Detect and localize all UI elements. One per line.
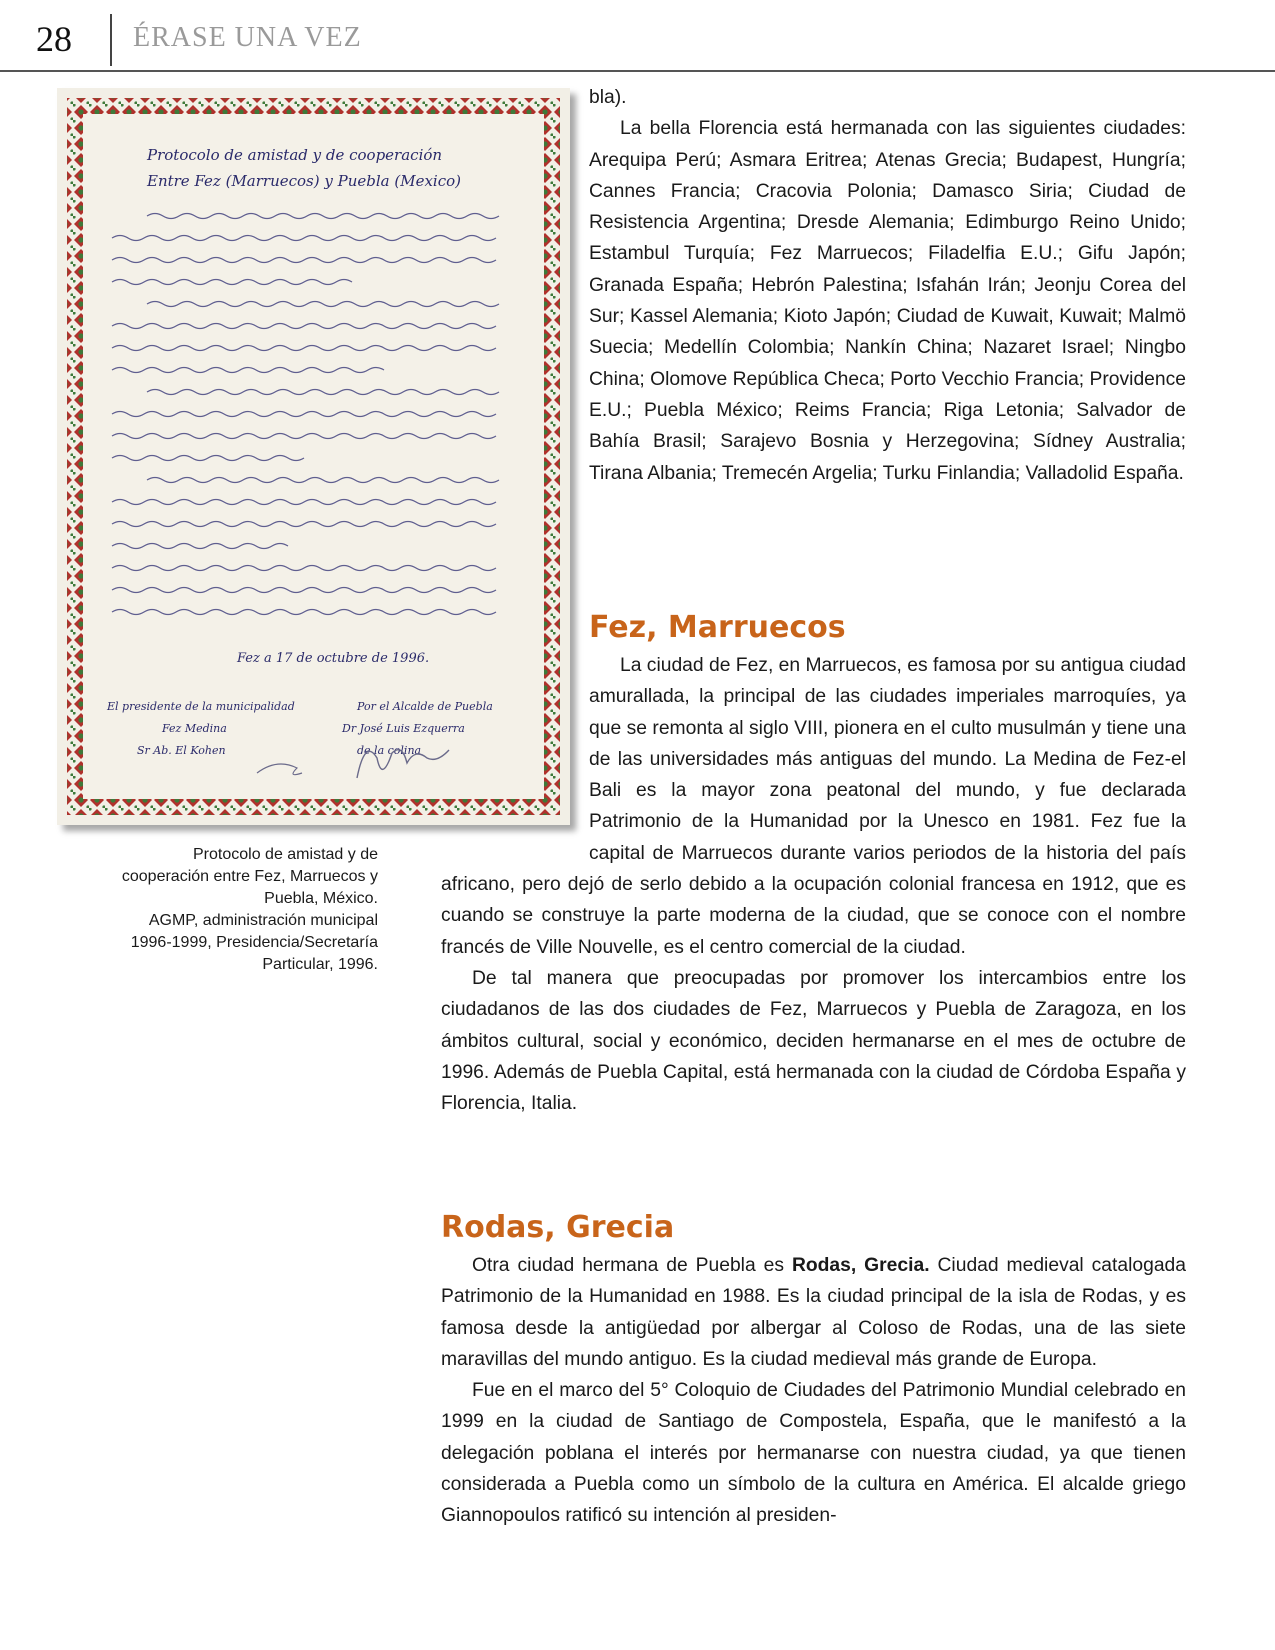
document-date: Fez a 17 de octubre de 1996.: [237, 651, 430, 666]
document-heading-2: Entre Fez (Marruecos) y Puebla (Mexico): [147, 172, 461, 190]
rodas-p1-end: Ciudad medieval catalogada Patrimonio de la Humanidad en 1988. Es la ciudad principal de la isla de Rodas, y es famosa desde la antigüedad por albergar al Coloso de Rodas, una de las siete maravillas del mundo antiguo. Es la ciudad medieval más grande de Europa.: [441, 1255, 1187, 1370]
signature-left-line-3: Sr Ab. El Kohen: [137, 744, 226, 757]
running-title: ÉRASE UNA VEZ: [133, 22, 362, 53]
header-divider: [110, 14, 112, 66]
fez-heading: Fez, Marruecos: [589, 610, 846, 645]
fez-section: [441, 650, 1186, 1119]
header-rule: [0, 70, 1275, 72]
signature-right-line-2: Dr José Luis Ezquerra: [342, 722, 465, 735]
caption-line: 1996-1999, Presidencia/Secretaría: [130, 934, 378, 951]
fez-paragraph-1: La ciudad de Fez, en Marruecos, es famosa por su antigua ciudad amurallada, la principal de las ciudades imperiales marroquíes, ya que se remonta al siglo VIII, pionera en el culto musulmán y tiene una de las universidades más antiguas del mundo. La Medina de Fez-el Bali es la mayor zona peatonal del mundo, y fue declarada Patrimonio de la Humanidad por la Unesco en 1981. Fez fue la capital de Marruecos durante varios periodos de la historia del país africano, pero dejó de serlo debido a la ocupación colonial francesa en 1912, que es cuando se construye la parte moderna de la ciudad, que se conoce con el nombre francés de Ville Nouvelle, es el centro comercial de la ciudad.: [441, 655, 1186, 958]
intro-paragraph-continued: bla).: [589, 87, 627, 108]
rodas-section: [441, 1250, 1186, 1532]
rodas-paragraph-2: Fue en el marco del 5° Coloquio de Ciudades del Patrimonio Mundial celebrado en 1999 en la ciudad de Santiago de Compostela, España, que le manifestó a la delegación poblana el interés por hermanarse con nuestra ciudad, ya que tienen considerada a Puebla como un símbolo de la cultura en América. El alcalde griego Giannopoulos ratificó su intención al presiden-: [441, 1380, 1186, 1527]
signature-right-line-1: Por el Alcalde de Puebla: [357, 700, 493, 713]
rodas-p1-start: Otra ciudad hermana de Puebla es: [472, 1255, 792, 1276]
rodas-heading: Rodas, Grecia: [441, 1210, 675, 1245]
rodas-paragraph-1: [441, 1250, 1186, 1375]
caption-line: Puebla, México.: [264, 890, 378, 907]
signature-right-line-3: de la colina: [357, 744, 422, 757]
caption-line: AGMP, administración municipal: [148, 912, 378, 929]
page-header: [0, 0, 1275, 70]
document-heading-1: Protocolo de amistad y de cooperación: [147, 146, 443, 164]
caption-line: Protocolo de amistad y de: [193, 846, 378, 863]
page-number: 28: [36, 19, 72, 59]
fez-paragraph-2: De tal manera que preocupadas por promover los intercambios entre los ciudadanos de las dos ciudades de Fez, Marruecos y Puebla de Zaragoza, en los ámbitos cultural, social y económico, deciden hermanarse en el mes de octubre de 1996. Además de Puebla Capital, está hermanada con la ciudad de Córdoba España y Florencia, Italia.: [441, 967, 1186, 1115]
caption-line: cooperación entre Fez, Marruecos y: [121, 868, 378, 885]
caption-line: Particular, 1996.: [262, 956, 378, 973]
figure-caption: [60, 844, 378, 976]
rodas-p1-bold: Rodas, Grecia.: [791, 1255, 930, 1276]
florencia-sister-cities-paragraph: La bella Florencia está hermanada con las siguientes ciudades: Arequipa Perú; Asmara Eritrea; Atenas Grecia; Budapest, Hungría; Cannes Francia; Cracovia Polonia; Damasco Siria; Ciudad de Resistencia Argentina; Dresde Alemania; Edimburgo Reino Unido; Estambul Turquía; Fez Marruecos; Filadelfia E.U.; Gifu Japón; Granada España; Hebrón Palestina; Isfahán Irán; Jeonju Corea del Sur; Kassel Alemania; Kioto Japón; Ciudad de Kuwait, Kuwait; Malmö Suecia; Medellín Colombia; Nankín China; Nazaret Israel; Ningbo China; Olomove República Checa; Porto Vecchio Francia; Providence E.U.; Puebla México; Reims Francia; Riga Letonia; Salvador de Bahía Brasil; Sarajevo Bosnia y Herzegovina; Sídney Australia; Tirana Albania; Tremecén Argelia; Turku Finlandia; Valladolid España.: [589, 118, 1186, 484]
signature-left-line-2: Fez Medina: [162, 722, 227, 735]
intro-column: [589, 82, 1186, 489]
signature-left-line-1: El presidente de la municipalidad: [107, 700, 295, 713]
